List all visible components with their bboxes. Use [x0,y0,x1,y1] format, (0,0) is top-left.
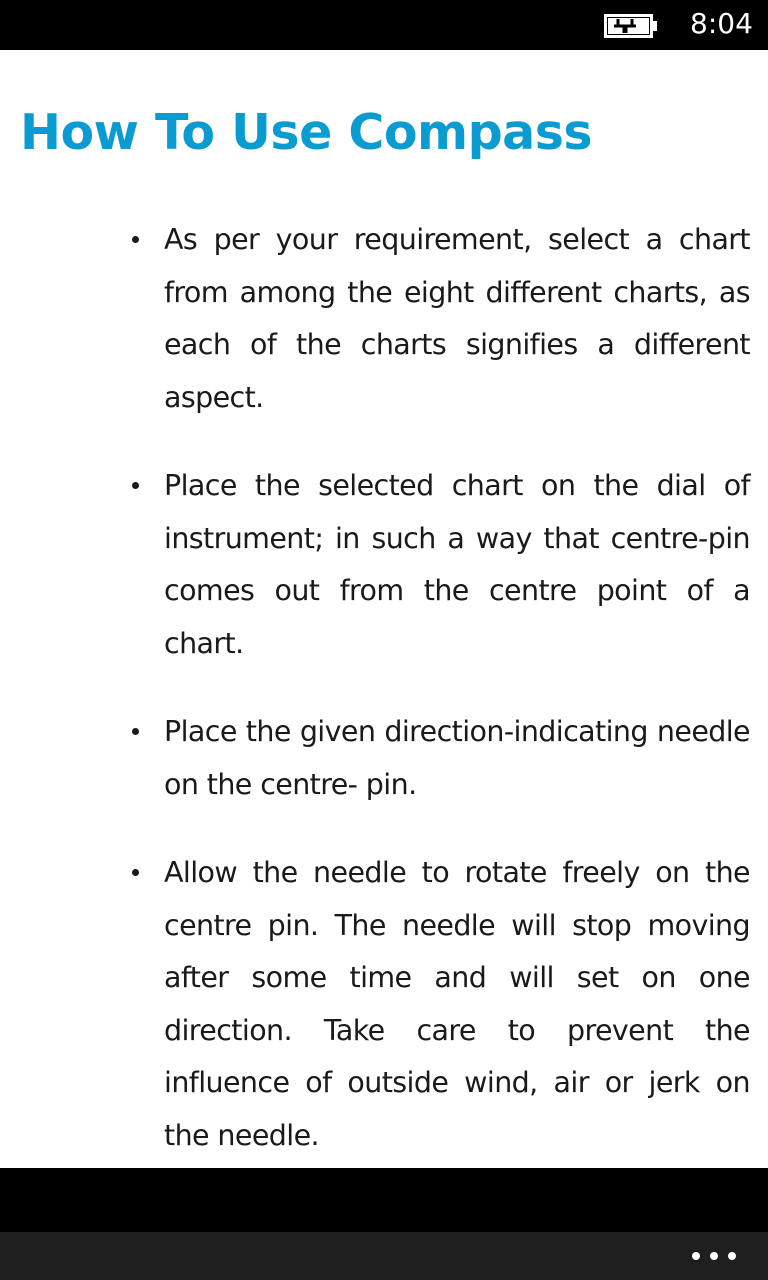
bullet-icon [132,869,139,876]
content-page[interactable] [0,50,768,1168]
ellipsis-icon [692,1252,700,1260]
instructions-list [120,214,750,1168]
more-button[interactable] [684,1240,744,1272]
list-item [120,214,750,424]
list-item-text: Allow the needle to rotate freely on the centre pin. The needle will stop moving after some time and will set on one direction. Take care to prevent the influence of outside wind, air or jerk on the needle. [164,856,750,1152]
app-bar [0,1232,768,1280]
list-item [120,460,750,670]
list-item-text: As per your requirement, select a chart from among the eight different charts, as each of the charts signifies a different aspect. [164,223,750,414]
page-title: How To Use Compass [20,104,593,161]
clock: 8:04 [690,7,753,40]
bullet-icon [132,482,139,489]
list-item-text: Place the selected chart on the dial of instrument; in such a way that centre-pin comes out from the centre point of a chart. [164,469,750,660]
bullet-icon [132,236,139,243]
status-bar [0,0,768,50]
list-item [120,847,750,1162]
battery-charging-icon [604,11,658,41]
list-item [120,706,750,811]
ellipsis-icon [710,1252,718,1260]
list-item-text: Place the given direction-indicating needle on the centre- pin. [164,715,750,801]
bullet-icon [132,728,139,735]
ellipsis-icon [728,1252,736,1260]
